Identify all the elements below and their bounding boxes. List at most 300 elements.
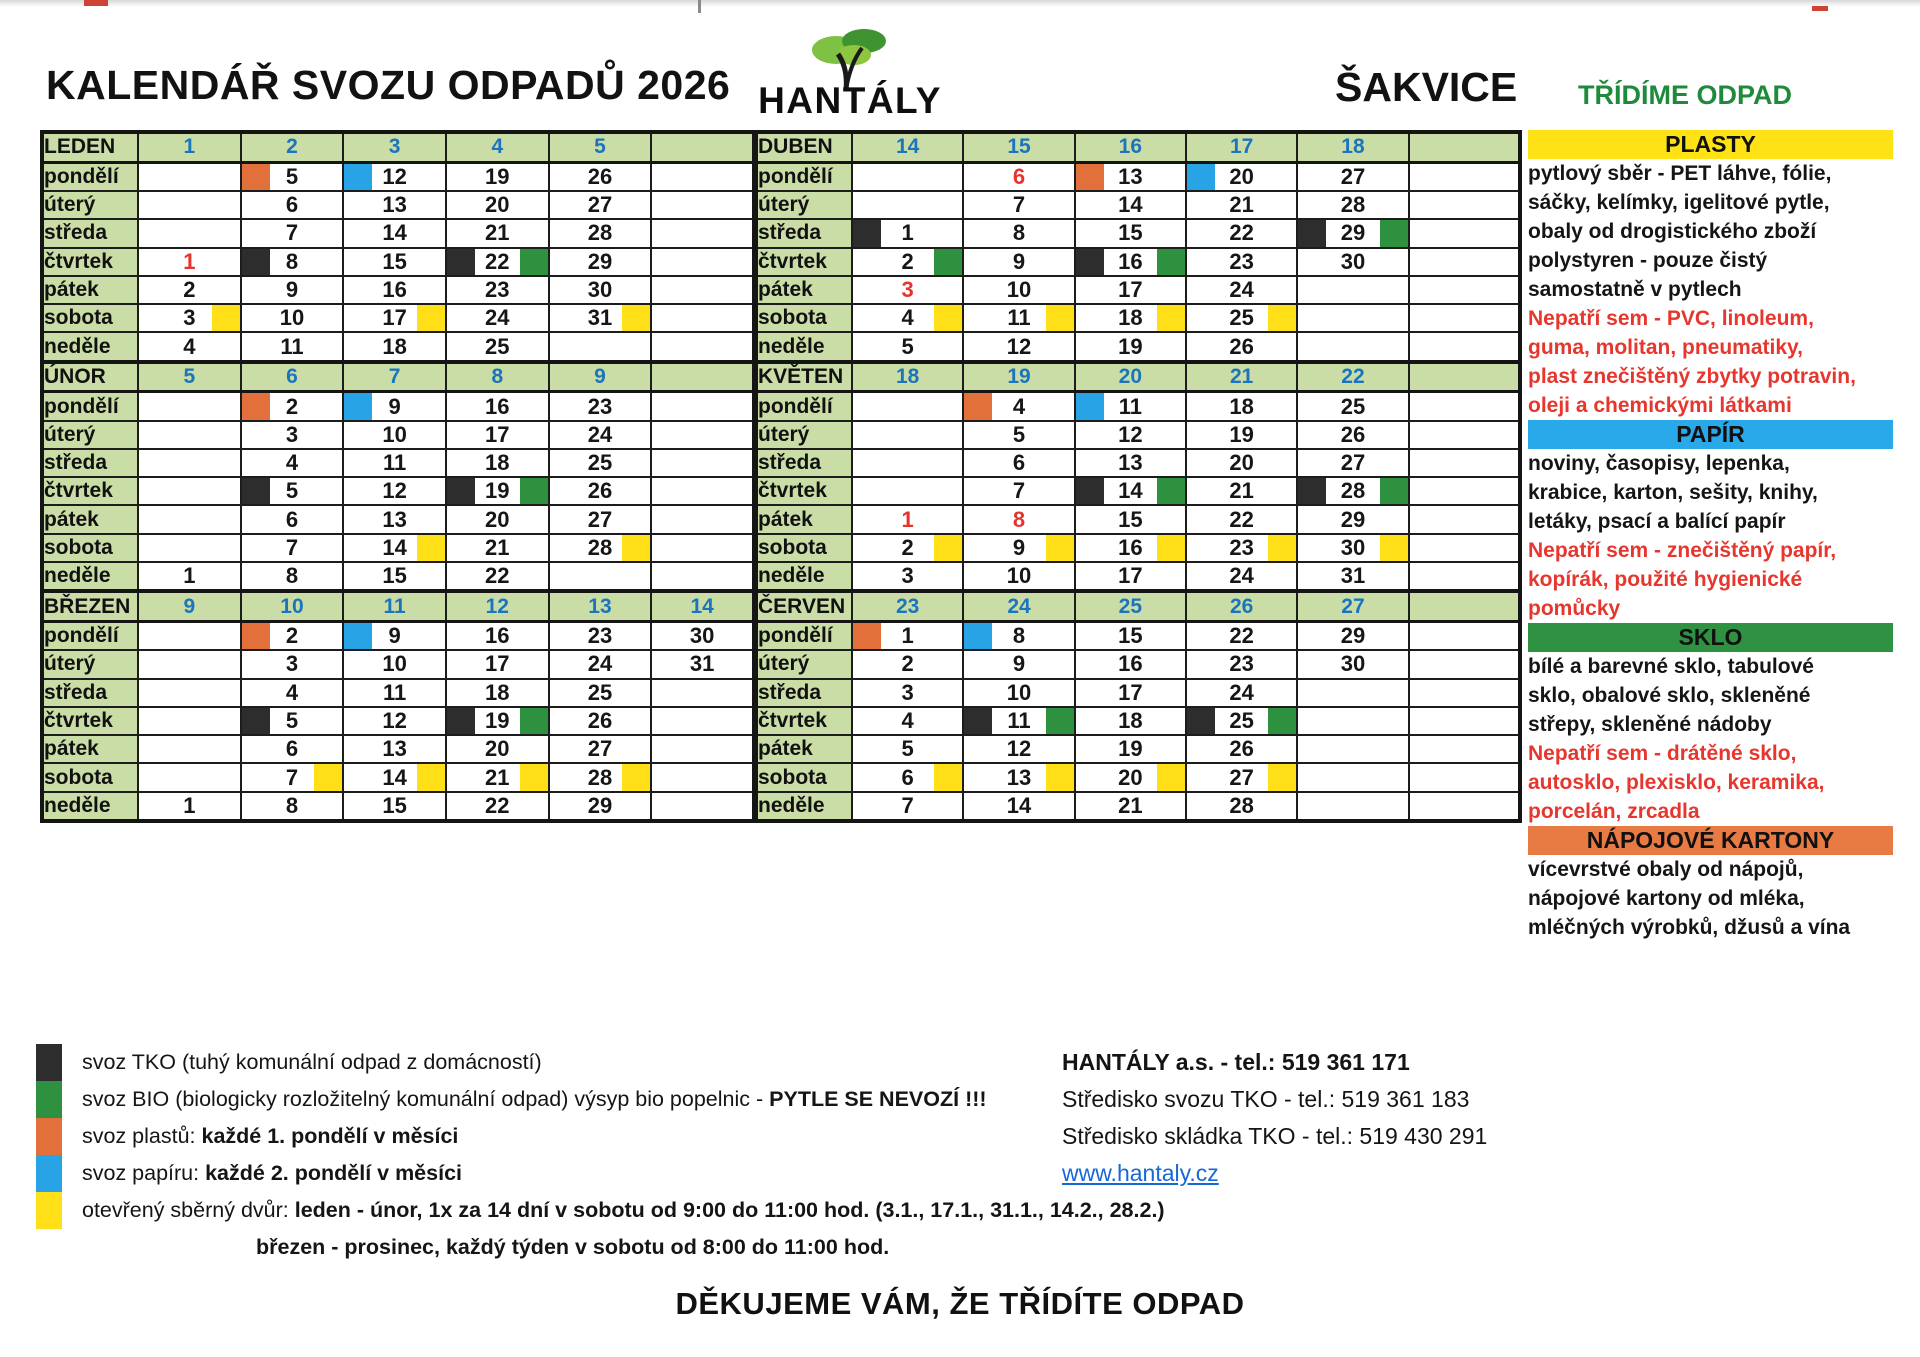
dvur-collection-mark [622, 305, 650, 331]
calendar-day-cell [651, 763, 754, 791]
sidebar-section-title: NÁPOJOVÉ KARTONY [1528, 826, 1893, 855]
calendar-day-cell: 15 [343, 248, 446, 276]
calendar-day-cell: 27 [549, 735, 652, 763]
calendar-day-cell: 31 [651, 650, 754, 678]
bio-collection-mark [1380, 220, 1408, 246]
calendar-day-cell: 20 [446, 735, 549, 763]
dvur-collection-mark [417, 764, 445, 790]
day-label: úterý [42, 650, 138, 678]
calendar-day-cell [138, 650, 241, 678]
dvur-legend-swatch [36, 1192, 62, 1229]
calendar-day-cell: 2 [852, 248, 963, 276]
dvur-collection-mark [622, 764, 650, 790]
calendar-day-cell: 27 [1297, 162, 1408, 191]
calendar-day-cell [1409, 735, 1520, 763]
dvur-collection-mark [212, 305, 240, 331]
calendar-day-cell: 10 [963, 679, 1074, 707]
day-label: neděle [756, 792, 852, 821]
calendar-day-cell: 22 [446, 248, 549, 276]
dvur-collection-mark [1157, 305, 1185, 331]
calendar-day-cell [1409, 562, 1520, 591]
calendar-day-cell: 1 [852, 219, 963, 247]
calendar-day-cell [852, 449, 963, 477]
calendar-day-cell: 12 [963, 735, 1074, 763]
calendar-day-cell: 20 [446, 505, 549, 533]
calendar-day-cell: 16 [1075, 248, 1186, 276]
calendar-day-cell [1409, 276, 1520, 304]
calendar-day-cell: 19 [1075, 735, 1186, 763]
calendar-day-cell: 12 [343, 707, 446, 735]
calendar-day-cell: 12 [1075, 421, 1186, 449]
calendar-day-cell: 26 [1186, 332, 1297, 361]
calendar-day-cell [651, 534, 754, 562]
calendar-day-cell: 9 [343, 392, 446, 421]
day-label: neděle [756, 562, 852, 591]
week-number: 8 [446, 362, 549, 392]
scan-artifact [84, 0, 108, 6]
calendar-day-cell: 1 [138, 562, 241, 591]
week-number: 9 [138, 591, 241, 621]
tko-collection-mark [447, 708, 475, 734]
tko-legend-swatch [36, 1044, 62, 1081]
calendar-day-cell: 30 [1297, 248, 1408, 276]
week-number: 6 [241, 362, 344, 392]
calendar-day-cell: 30 [1297, 650, 1408, 678]
calendar-day-cell [651, 735, 754, 763]
calendar-day-cell: 6 [852, 763, 963, 791]
calendar-day-cell: 11 [343, 449, 446, 477]
calendar-day-cell: 19 [446, 162, 549, 191]
calendar-day-cell: 15 [1075, 622, 1186, 651]
calendar-day-cell: 17 [343, 304, 446, 332]
plast-collection-mark [242, 393, 270, 419]
week-number: 27 [1297, 591, 1408, 621]
calendar-day-cell [1297, 304, 1408, 332]
sidebar-text-line: Nepatří sem - drátěné sklo, [1528, 742, 1797, 765]
calendar-day-cell: 2 [241, 392, 344, 421]
calendar-day-cell [651, 505, 754, 533]
calendar-day-cell: 25 [1186, 304, 1297, 332]
day-label: čtvrtek [756, 248, 852, 276]
calendar-day-cell [651, 477, 754, 505]
week-number [651, 362, 754, 392]
calendar-day-cell: 10 [343, 421, 446, 449]
calendar-day-cell: 25 [446, 332, 549, 361]
calendar-day-cell [1409, 792, 1520, 821]
legend-label: svoz TKO (tuhý komunální odpad z domácností) [82, 1050, 542, 1074]
contact-company-phone: HANTÁLY a.s. - tel.: 519 361 171 [1062, 1049, 1410, 1075]
week-number: 18 [852, 362, 963, 392]
legend-extra-line: březen - prosinec, každý týden v sobotu od 8:00 do 11:00 hod. [256, 1235, 890, 1259]
bio-collection-mark [1157, 478, 1185, 504]
calendar-day-cell [651, 562, 754, 591]
calendar-day-cell: 27 [549, 191, 652, 219]
calendar-day-cell: 13 [963, 763, 1074, 791]
sidebar-text-line: oleji a chemickými látkami [1528, 394, 1792, 417]
dvur-collection-mark [1157, 764, 1185, 790]
calendar-day-cell: 4 [241, 449, 344, 477]
calendar-day-cell: 20 [1075, 763, 1186, 791]
calendar-day-cell [1297, 332, 1408, 361]
calendar-day-cell: 11 [963, 707, 1074, 735]
scan-edge-artifact [0, 0, 1920, 7]
papir-legend-swatch [36, 1155, 62, 1192]
week-number: 14 [651, 591, 754, 621]
week-number [1409, 591, 1520, 621]
calendar-day-cell [852, 162, 963, 191]
calendar-day-cell: 19 [446, 707, 549, 735]
tko-collection-mark [1298, 478, 1326, 504]
calendar-day-cell: 12 [963, 332, 1074, 361]
calendar-day-cell [138, 679, 241, 707]
calendar-day-cell: 14 [343, 219, 446, 247]
sidebar-text-line: noviny, časopisy, lepenka, [1528, 452, 1790, 475]
calendar-day-cell: 8 [241, 562, 344, 591]
week-number: 13 [549, 591, 652, 621]
calendar-day-cell: 1 [852, 622, 963, 651]
calendar-day-cell: 5 [241, 477, 344, 505]
sidebar-text-line: porcelán, zrcadla [1528, 800, 1700, 823]
week-number: 23 [852, 591, 963, 621]
calendar-day-cell: 7 [241, 219, 344, 247]
dvur-collection-mark [1157, 535, 1185, 561]
calendar-day-cell: 1 [852, 505, 963, 533]
legend-item [36, 1155, 1165, 1192]
tko-collection-mark [1187, 708, 1215, 734]
calendar-day-cell: 22 [1186, 505, 1297, 533]
calendar-day-cell: 1 [138, 792, 241, 821]
dvur-collection-mark [417, 535, 445, 561]
calendar-day-cell: 22 [1186, 622, 1297, 651]
calendar-day-cell [1409, 449, 1520, 477]
day-label: pondělí [756, 622, 852, 651]
day-label: čtvrtek [42, 248, 138, 276]
papir-collection-mark [344, 623, 372, 649]
page-title: KALENDÁŘ SVOZU ODPADŮ 2026 [46, 62, 731, 108]
day-label: sobota [42, 534, 138, 562]
month-label: ČERVEN [756, 591, 852, 621]
calendar-day-cell: 21 [1186, 191, 1297, 219]
calendar-day-cell [1409, 248, 1520, 276]
calendar-day-cell [852, 392, 963, 421]
calendar-day-cell: 2 [138, 276, 241, 304]
calendar-day-cell: 14 [1075, 191, 1186, 219]
day-label: středa [756, 679, 852, 707]
calendar-day-cell: 15 [343, 792, 446, 821]
calendar-day-cell: 25 [1297, 392, 1408, 421]
dvur-collection-mark [1046, 764, 1074, 790]
dvur-collection-mark [314, 764, 342, 790]
week-number: 3 [343, 132, 446, 162]
calendar-day-cell: 23 [1186, 534, 1297, 562]
calendar-day-cell [1409, 332, 1520, 361]
calendar-day-cell: 12 [343, 162, 446, 191]
calendar-day-cell [651, 191, 754, 219]
sidebar-text-line: polystyren - pouze čistý [1528, 249, 1768, 272]
legend-label: otevřený sběrný dvůr: leden - únor, 1x za 14 dní v sobotu od 9:00 do 11:00 hod. (3.1., 17.1., 31.1., 14.2., 28.2.) [82, 1198, 1165, 1222]
bio-legend-swatch [36, 1081, 62, 1118]
day-label: úterý [756, 191, 852, 219]
calendar-day-cell: 28 [1297, 477, 1408, 505]
calendar-day-cell [1409, 162, 1520, 191]
calendar-day-cell: 22 [1186, 219, 1297, 247]
calendar-day-cell: 16 [343, 276, 446, 304]
calendar-day-cell [651, 421, 754, 449]
calendar-day-cell: 9 [963, 534, 1074, 562]
sidebar-text-line: krabice, karton, sešity, knihy, [1528, 481, 1818, 504]
tko-collection-mark [242, 708, 270, 734]
sidebar-text-line: mléčných výrobků, džusů a vína [1528, 916, 1851, 939]
calendar-day-cell: 8 [963, 505, 1074, 533]
month-label: KVĚTEN [756, 362, 852, 392]
calendar-day-cell: 6 [241, 735, 344, 763]
dvur-collection-mark [1268, 305, 1296, 331]
week-number: 24 [963, 591, 1074, 621]
plast-collection-mark [242, 164, 270, 190]
dvur-collection-mark [1268, 764, 1296, 790]
day-label: neděle [42, 562, 138, 591]
day-label: úterý [42, 191, 138, 219]
calendar-day-cell: 5 [241, 707, 344, 735]
day-label: úterý [42, 421, 138, 449]
day-label: úterý [756, 650, 852, 678]
sidebar-text-line: letáky, psací a balící papír [1528, 510, 1786, 533]
papir-collection-mark [344, 164, 372, 190]
week-number: 5 [138, 362, 241, 392]
bio-collection-mark [934, 249, 962, 275]
sidebar-section-title: PAPÍR [1528, 420, 1893, 449]
calendar-day-cell: 17 [1075, 562, 1186, 591]
calendar-day-cell: 23 [549, 392, 652, 421]
papir-collection-mark [344, 393, 372, 419]
calendar-day-cell: 15 [1075, 219, 1186, 247]
week-number [1409, 362, 1520, 392]
calendar-day-cell [138, 477, 241, 505]
month-label: BŘEZEN [42, 591, 138, 621]
sidebar-text-line: pomůcky [1528, 597, 1621, 620]
calendar-day-cell: 3 [852, 679, 963, 707]
calendar-day-cell [651, 392, 754, 421]
scan-artifact [1812, 6, 1828, 11]
calendar-day-cell: 9 [241, 276, 344, 304]
calendar-day-cell [1409, 191, 1520, 219]
calendar-day-cell: 7 [241, 534, 344, 562]
dvur-collection-mark [1268, 535, 1296, 561]
calendar-day-cell: 20 [1186, 162, 1297, 191]
day-label: sobota [756, 534, 852, 562]
calendar-day-cell: 6 [963, 449, 1074, 477]
bio-collection-mark [1157, 249, 1185, 275]
calendar-day-cell: 13 [343, 505, 446, 533]
calendar-day-cell: 28 [1186, 792, 1297, 821]
calendar-day-cell [138, 162, 241, 191]
day-label: středa [42, 679, 138, 707]
calendar-day-cell: 2 [852, 650, 963, 678]
sidebar-text-line: autosklo, plexisklo, keramika, [1528, 771, 1825, 794]
calendar-day-cell: 14 [963, 792, 1074, 821]
plast-collection-mark [964, 393, 992, 419]
day-label: sobota [42, 304, 138, 332]
tko-collection-mark [242, 249, 270, 275]
bio-collection-mark [520, 249, 548, 275]
calendar-day-cell: 8 [963, 622, 1074, 651]
calendar-day-cell: 24 [549, 650, 652, 678]
calendar-day-cell: 26 [549, 477, 652, 505]
calendar-day-cell [651, 162, 754, 191]
calendar-day-cell: 26 [549, 162, 652, 191]
day-label: neděle [756, 332, 852, 361]
calendar-day-cell: 23 [446, 276, 549, 304]
calendar-day-cell: 29 [549, 248, 652, 276]
calendar-day-cell [651, 276, 754, 304]
dvur-collection-mark [1046, 535, 1074, 561]
calendar-day-cell: 13 [1075, 449, 1186, 477]
calendar-day-cell: 16 [446, 622, 549, 651]
calendar-day-cell: 26 [1186, 735, 1297, 763]
calendar-day-cell: 14 [1075, 477, 1186, 505]
calendar-day-cell: 17 [1075, 276, 1186, 304]
week-number [651, 132, 754, 162]
week-number: 1 [138, 132, 241, 162]
calendar-day-cell: 1 [138, 248, 241, 276]
calendar-day-cell: 29 [1297, 505, 1408, 533]
website-link[interactable]: www.hantaly.cz [1062, 1160, 1219, 1186]
month-label: DUBEN [756, 132, 852, 162]
calendar-day-cell: 8 [241, 248, 344, 276]
calendar-day-cell: 11 [241, 332, 344, 361]
sidebar-text-line: kopírák, použité hygienické [1528, 568, 1803, 591]
calendar-day-cell [651, 219, 754, 247]
day-label: čtvrtek [42, 477, 138, 505]
calendar-day-cell: 10 [241, 304, 344, 332]
calendar-day-cell: 29 [1297, 219, 1408, 247]
sorting-tagline: TŘÍDÍME ODPAD [1578, 80, 1792, 110]
waste-sorting-sidebar [1528, 130, 1893, 942]
calendar-day-cell: 18 [1186, 392, 1297, 421]
sidebar-text-line: nápojové kartony od mléka, [1528, 887, 1805, 910]
calendar-day-cell: 18 [343, 332, 446, 361]
week-number: 18 [1297, 132, 1408, 162]
calendar-day-cell: 17 [1075, 679, 1186, 707]
day-label: úterý [756, 421, 852, 449]
calendar-day-cell [1409, 421, 1520, 449]
calendar-day-cell [549, 562, 652, 591]
week-number: 19 [963, 362, 1074, 392]
calendar-day-cell [1409, 477, 1520, 505]
calendar-day-cell: 24 [549, 421, 652, 449]
day-label: pondělí [42, 392, 138, 421]
calendar-day-cell: 7 [963, 477, 1074, 505]
week-number: 25 [1075, 591, 1186, 621]
calendar-day-cell: 11 [1075, 392, 1186, 421]
sidebar-text-line: obaly od drogistického zboží [1528, 220, 1817, 243]
week-number: 16 [1075, 132, 1186, 162]
calendar-day-cell [1409, 505, 1520, 533]
calendar-day-cell: 24 [1186, 679, 1297, 707]
week-number: 4 [446, 132, 549, 162]
calendar-day-cell: 4 [241, 679, 344, 707]
sidebar-text-line: Nepatří sem - PVC, linoleum, [1528, 307, 1814, 330]
legend-item [36, 1044, 1165, 1081]
day-label: neděle [42, 332, 138, 361]
calendar-day-cell: 9 [963, 248, 1074, 276]
calendar-day-cell: 6 [241, 505, 344, 533]
calendar-day-cell: 5 [963, 421, 1074, 449]
sidebar-section-title: SKLO [1528, 623, 1893, 652]
calendar-day-cell: 7 [852, 792, 963, 821]
calendar-day-cell: 24 [446, 304, 549, 332]
calendar-day-cell: 28 [1297, 191, 1408, 219]
legend-item [36, 1192, 1165, 1229]
footer-thank-you: DĚKUJEME VÁM, ŽE TŘÍDÍTE ODPAD [675, 1286, 1245, 1321]
plast-legend-swatch [36, 1118, 62, 1155]
calendar-day-cell: 7 [963, 191, 1074, 219]
day-label: sobota [756, 763, 852, 791]
plast-collection-mark [1076, 164, 1104, 190]
calendar-day-cell: 23 [549, 622, 652, 651]
calendar-day-cell [651, 792, 754, 821]
legend-item [36, 1118, 1165, 1155]
contact-block [1062, 1044, 1487, 1192]
tko-collection-mark [1076, 249, 1104, 275]
day-label: čtvrtek [756, 477, 852, 505]
day-label: sobota [42, 763, 138, 791]
calendar-day-cell: 3 [852, 276, 963, 304]
calendar-day-cell: 17 [446, 650, 549, 678]
calendar-day-cell: 2 [852, 534, 963, 562]
week-number: 14 [852, 132, 963, 162]
hantaly-logo [750, 28, 950, 122]
tko-collection-mark [447, 478, 475, 504]
calendar-day-cell: 3 [138, 304, 241, 332]
calendar-day-cell [138, 392, 241, 421]
calendar-day-cell: 10 [343, 650, 446, 678]
calendar-day-cell: 13 [343, 191, 446, 219]
day-label: středa [756, 449, 852, 477]
calendar-day-cell: 16 [446, 392, 549, 421]
plast-collection-mark [853, 623, 881, 649]
sidebar-text-line: střepy, skleněné nádoby [1528, 713, 1772, 736]
contact-landfill-phone: Středisko skládka TKO - tel.: 519 430 291 [1062, 1123, 1488, 1149]
calendar-day-cell: 4 [138, 332, 241, 361]
calendar-day-cell: 31 [549, 304, 652, 332]
week-number: 5 [549, 132, 652, 162]
calendar-day-cell [549, 332, 652, 361]
day-label: pondělí [42, 162, 138, 191]
calendar-months-jan-mar [40, 130, 756, 823]
sidebar-text-line: guma, molitan, pneumatiky, [1528, 336, 1803, 359]
dvur-collection-mark [417, 305, 445, 331]
municipality-name: ŠAKVICE [1335, 64, 1518, 110]
tko-collection-mark [242, 478, 270, 504]
dvur-collection-mark [934, 764, 962, 790]
bio-collection-mark [1268, 708, 1296, 734]
calendar-day-cell: 21 [446, 219, 549, 247]
legend-label: svoz plastů: každé 1. pondělí v měsíci [82, 1124, 459, 1148]
calendar-day-cell [1409, 622, 1520, 651]
calendar-day-cell: 24 [1186, 276, 1297, 304]
calendar-day-cell: 16 [1075, 650, 1186, 678]
calendar-day-cell: 21 [1186, 477, 1297, 505]
week-number: 7 [343, 362, 446, 392]
sidebar-text-line: sáčky, kelímky, igelitové pytle, [1528, 191, 1830, 214]
calendar-day-cell [138, 622, 241, 651]
day-label: čtvrtek [42, 707, 138, 735]
calendar-months-apr-jun [754, 130, 1522, 823]
calendar-day-cell [651, 332, 754, 361]
calendar-day-cell: 25 [549, 449, 652, 477]
calendar-day-cell: 12 [343, 477, 446, 505]
